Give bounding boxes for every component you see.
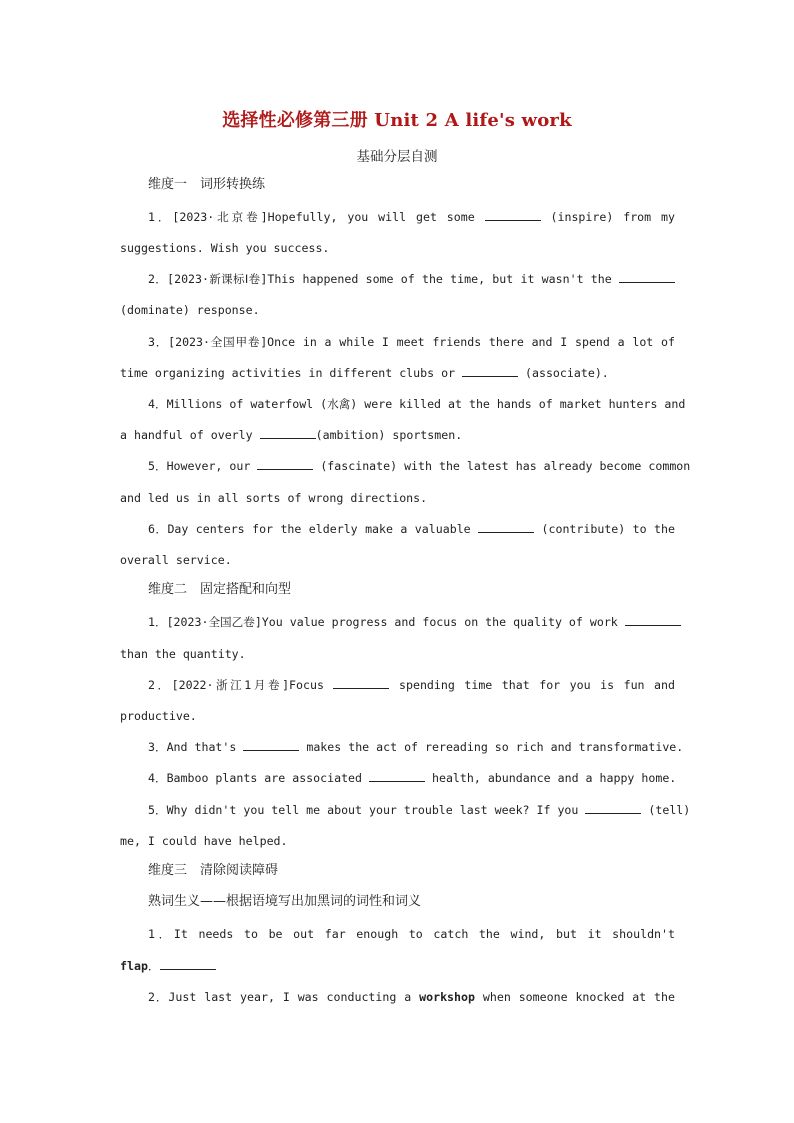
question-line: suggestions. Wish you success. [120, 241, 330, 255]
answer-blank[interactable] [160, 958, 216, 970]
question-line: 3．And that's makes the act of rereading so rich and transformative. [148, 740, 684, 754]
page-title: 选择性必修第三册 Unit 2 A life's work [222, 110, 572, 131]
answer-blank[interactable] [369, 770, 425, 782]
question-line: than the quantity. [120, 647, 246, 661]
question-line: a handful of overly (ambition) sportsmen. [120, 428, 463, 442]
question-line: and led us in all sorts of wrong directions. [120, 491, 428, 505]
question-line: 4．Millions of waterfowl (水禽) were killed at the hands of market hunters and [148, 397, 686, 411]
question-line: 1．[2023·北京卷]Hopefully, you will get some (inspire) from my [148, 210, 675, 224]
answer-blank[interactable] [260, 427, 316, 439]
question-line: 5．Why didn't you tell me about your trouble last week? If you (tell) [148, 803, 691, 817]
question-line: 5．However, our (fascinate) with the latest has already become common [148, 459, 691, 473]
section-heading: 维度一 词形转换练 [148, 177, 266, 192]
question-line: 2．[2023·新课标Ⅰ卷]This happened some of the time, but it wasn't the [148, 270, 675, 288]
question-line: 1．It needs to be out far enough to catch the wind, but it shouldn't [148, 927, 675, 941]
page-subtitle: 基础分层自测 [356, 149, 438, 165]
answer-blank[interactable] [619, 271, 675, 283]
question-line: productive. [120, 709, 197, 723]
answer-blank[interactable] [485, 209, 541, 221]
section-heading: 维度三 清除阅读障碍 [148, 863, 279, 878]
question-line: 2．[2022·浙江1月卷]Focus spending time that for you is fun and [148, 678, 675, 692]
question-line: (dominate) response. [120, 303, 260, 317]
question-line: flap． [120, 957, 675, 975]
section-subheading: 熟词生义——根据语境写出加黑词的词性和词义 [148, 894, 422, 909]
answer-blank[interactable] [243, 739, 299, 751]
question-line: 3．[2023·全国甲卷]Once in a while I meet friends there and I spend a lot of [148, 335, 675, 349]
answer-blank[interactable] [585, 802, 641, 814]
section-heading: 维度二 固定搭配和向型 [148, 582, 292, 597]
answer-blank[interactable] [257, 458, 313, 470]
answer-blank[interactable] [462, 365, 518, 377]
question-line: 1．[2023·全国乙卷]You value progress and focus on the quality of work [148, 613, 675, 631]
question-line: me, I could have helped. [120, 834, 288, 848]
bold-word: workshop [419, 990, 475, 1004]
question-line: 6．Day centers for the elderly make a valuable (contribute) to the [148, 522, 675, 536]
bold-word: flap [120, 959, 148, 973]
answer-blank[interactable] [478, 521, 534, 533]
answer-blank[interactable] [625, 614, 681, 626]
question-line: time organizing activities in different clubs or (associate). [120, 366, 609, 380]
question-line: 4．Bamboo plants are associated health, abundance and a happy home. [148, 771, 677, 785]
answer-blank[interactable] [333, 677, 389, 689]
question-line: 2．Just last year, I was conducting a workshop when someone knocked at the [148, 990, 675, 1004]
question-line: overall service. [120, 553, 232, 567]
